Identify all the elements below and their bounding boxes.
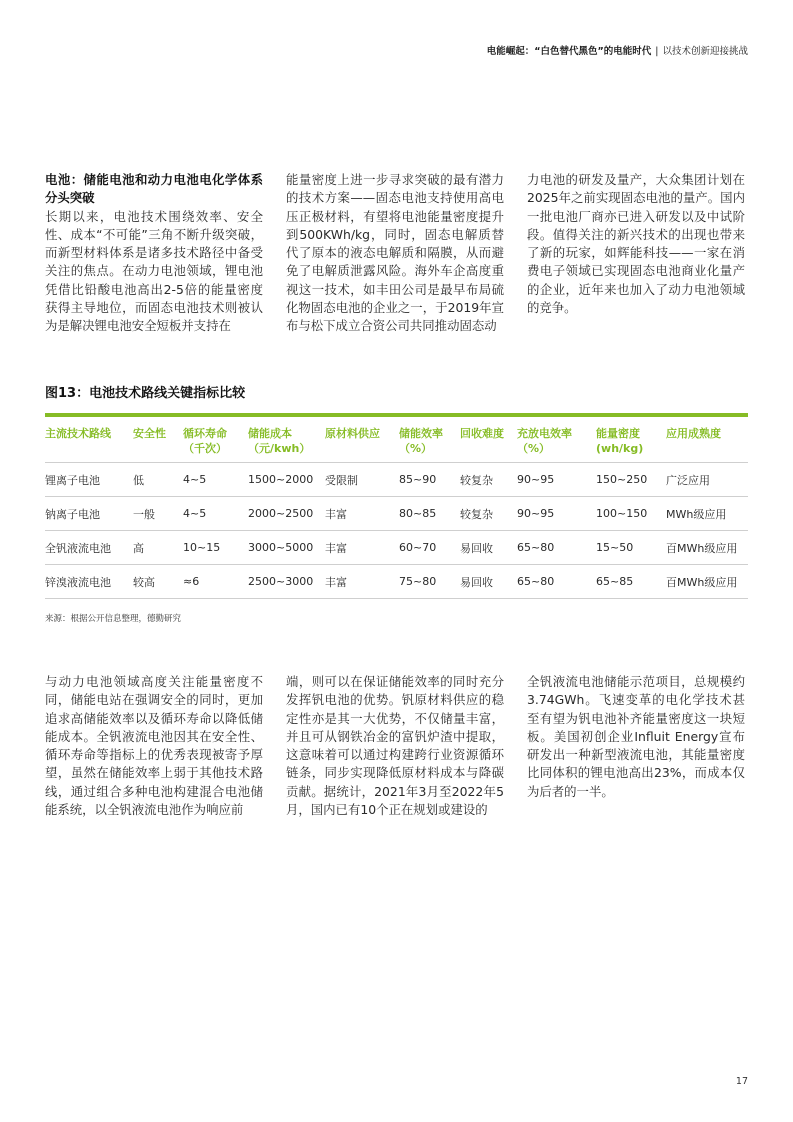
table-cell: 较复杂 <box>460 463 517 497</box>
table-cell: 易回收 <box>460 531 517 565</box>
bottom-column-1-text: 与动力电池领域高度关注能量密度不同，储能电站在强调安全的同时，更加追求高储能效率以及循环寿命以降低储能成本。全钒液流电池因其在安全性、循环寿命等指标上的优秀表现被寄予厚望，虽然在储能效率上弱于其他技术路线，通过组合多种电池构建混合电池储能系统，以全钒液流电池作为响应前 <box>45 674 263 818</box>
header-cell-route: 主流技术路线 <box>45 420 133 463</box>
figure-top-rule <box>45 413 748 417</box>
table-cell: 80~85 <box>399 497 460 531</box>
table-cell: 3000~5000 <box>248 531 325 565</box>
header-cell-safety: 安全性 <box>133 420 183 463</box>
header-cell-maturity: 应用成熟度 <box>666 420 748 463</box>
page-header <box>487 43 748 57</box>
header-cell-energy-density: 能量密度 (wh/kg) <box>596 420 666 463</box>
table-row <box>45 565 748 599</box>
section-heading: 电池：储能电池和动力电池电化学体系分头突破 <box>45 172 263 206</box>
table-cell: 受限制 <box>325 463 399 497</box>
table-cell: 低 <box>133 463 183 497</box>
table-cell: 75~80 <box>399 565 460 599</box>
figure-title: 图13：电池技术路线关键指标比较 <box>45 386 246 401</box>
table-row <box>45 463 748 497</box>
top-column-1-text: 长期以来，电池技术围绕效率、安全性、成本“不可能”三角不断升级突破，而新型材料体系是诸多技术路径中备受关注的焦点。在动力电池领域，锂电池凭借比铅酸电池高出2-5倍的能量密度获得主导地位，而固态电池技术则被认为是解决锂电池安全短板并支持在 <box>45 208 263 334</box>
table-cell: 2500~3000 <box>248 565 325 599</box>
table-cell: ≈6 <box>183 565 248 599</box>
page-number: 17 <box>735 1076 748 1087</box>
top-column-2-text: 能量密度上进一步寻求突破的最有潜力的技术方案——固态电池支持使用高电压正极材料，有望将电池能量密度提升到500KWh/kg，同时，固态电解质替代了原本的液态电解质和隔膜，从而避免了电解质泄露风险。海外车企高度重视这一技术，如丰田公司是最早布局硫化物固态电池的企业之一，于2019年宣布与松下成立合资公司共同推动固态动 <box>286 172 504 334</box>
table-cell: 百MWh级应用 <box>666 531 748 565</box>
header-cell-charge-efficiency: 充放电效率 （%） <box>517 420 596 463</box>
table-cell: 10~15 <box>183 531 248 565</box>
table-cell: 90~95 <box>517 497 596 531</box>
header-cell-raw-material: 原材料供应 <box>325 420 399 463</box>
top-column-3-text: 力电池的研发及量产，大众集团计划在2025年之前实现固态电池的量产。国内一批电池厂商亦已进入研发以及中试阶段。值得关注的新兴技术的出现也带来了新的玩家，如辉能科技——一家在消费电子领域已实现固态电池商业化量产的企业，近年来也加入了动力电池领域的竞争。 <box>527 172 745 316</box>
header-cell-efficiency: 储能效率 （%） <box>399 420 460 463</box>
table-header-row <box>45 420 748 463</box>
table-row <box>45 531 748 565</box>
table-cell: 广泛应用 <box>666 463 748 497</box>
top-column-1 <box>45 171 263 336</box>
table-cell: 85~90 <box>399 463 460 497</box>
header-title: 电能崛起：“白色替代黑色”的电能时代 <box>486 46 652 57</box>
table-cell: 4~5 <box>183 497 248 531</box>
header-cell-storage-cost: 储能成本 （元/kwh） <box>248 420 325 463</box>
table-cell: 全钒液流电池 <box>45 531 133 565</box>
table-cell: 2000~2500 <box>248 497 325 531</box>
table-cell: MWh级应用 <box>666 497 748 531</box>
table-cell: 100~150 <box>596 497 666 531</box>
table-cell: 较复杂 <box>460 497 517 531</box>
bottom-column-3 <box>527 673 745 801</box>
header-subtitle: 以技术创新迎接挑战 <box>662 46 748 57</box>
table-row <box>45 497 748 531</box>
table-cell: 丰富 <box>325 565 399 599</box>
battery-metrics-table <box>45 420 748 599</box>
table-cell: 较高 <box>133 565 183 599</box>
figure-source-note: 来源：根据公开信息整理，德勤研究 <box>45 614 182 624</box>
table-cell: 高 <box>133 531 183 565</box>
header-cell-cycle-life: 循环寿命 （千次） <box>183 420 248 463</box>
bottom-column-2 <box>286 673 504 819</box>
table-cell: 65~85 <box>596 565 666 599</box>
table-cell: 90~95 <box>517 463 596 497</box>
bottom-column-3-text: 全钒液流电池储能示范项目，总规模约3.74GWh。飞速变革的电化学技术甚至有望为钒电池补齐能量密度这一块短板。美国初创企业Influit Energy宣布研发出一种新型液流电池，其能量密度比同体积的锂电池高出23%，而成本仅为后者的一半。 <box>527 674 745 799</box>
table-cell: 锌溴液流电池 <box>45 565 133 599</box>
table-cell: 65~80 <box>517 531 596 565</box>
table-cell: 一般 <box>133 497 183 531</box>
table-cell: 丰富 <box>325 497 399 531</box>
table-cell: 60~70 <box>399 531 460 565</box>
table-cell: 锂离子电池 <box>45 463 133 497</box>
table-cell: 1500~2000 <box>248 463 325 497</box>
table-cell: 易回收 <box>460 565 517 599</box>
table-cell: 65~80 <box>517 565 596 599</box>
top-column-2 <box>286 171 504 336</box>
table-cell: 4~5 <box>183 463 248 497</box>
table-cell: 百MWh级应用 <box>666 565 748 599</box>
table-cell: 150~250 <box>596 463 666 497</box>
header-separator: | <box>655 46 659 57</box>
table-cell: 丰富 <box>325 531 399 565</box>
top-column-3 <box>527 171 745 317</box>
header-cell-recycling: 回收难度 <box>460 420 517 463</box>
table-cell: 钠离子电池 <box>45 497 133 531</box>
bottom-column-2-text: 端，则可以在保证储能效率的同时充分发挥钒电池的优势。钒原材料供应的稳定性亦是其一大优势，不仅储量丰富，并且可从钢铁冶金的富钒炉渣中提取，这意味着可以通过构建跨行业资源循环链条，同步实现降低原材料成本与降碳贡献。据统计，2021年3月至2022年5月，国内已有10个正在规划或建设的 <box>286 674 504 818</box>
table-cell: 15~50 <box>596 531 666 565</box>
bottom-column-1 <box>45 673 263 819</box>
